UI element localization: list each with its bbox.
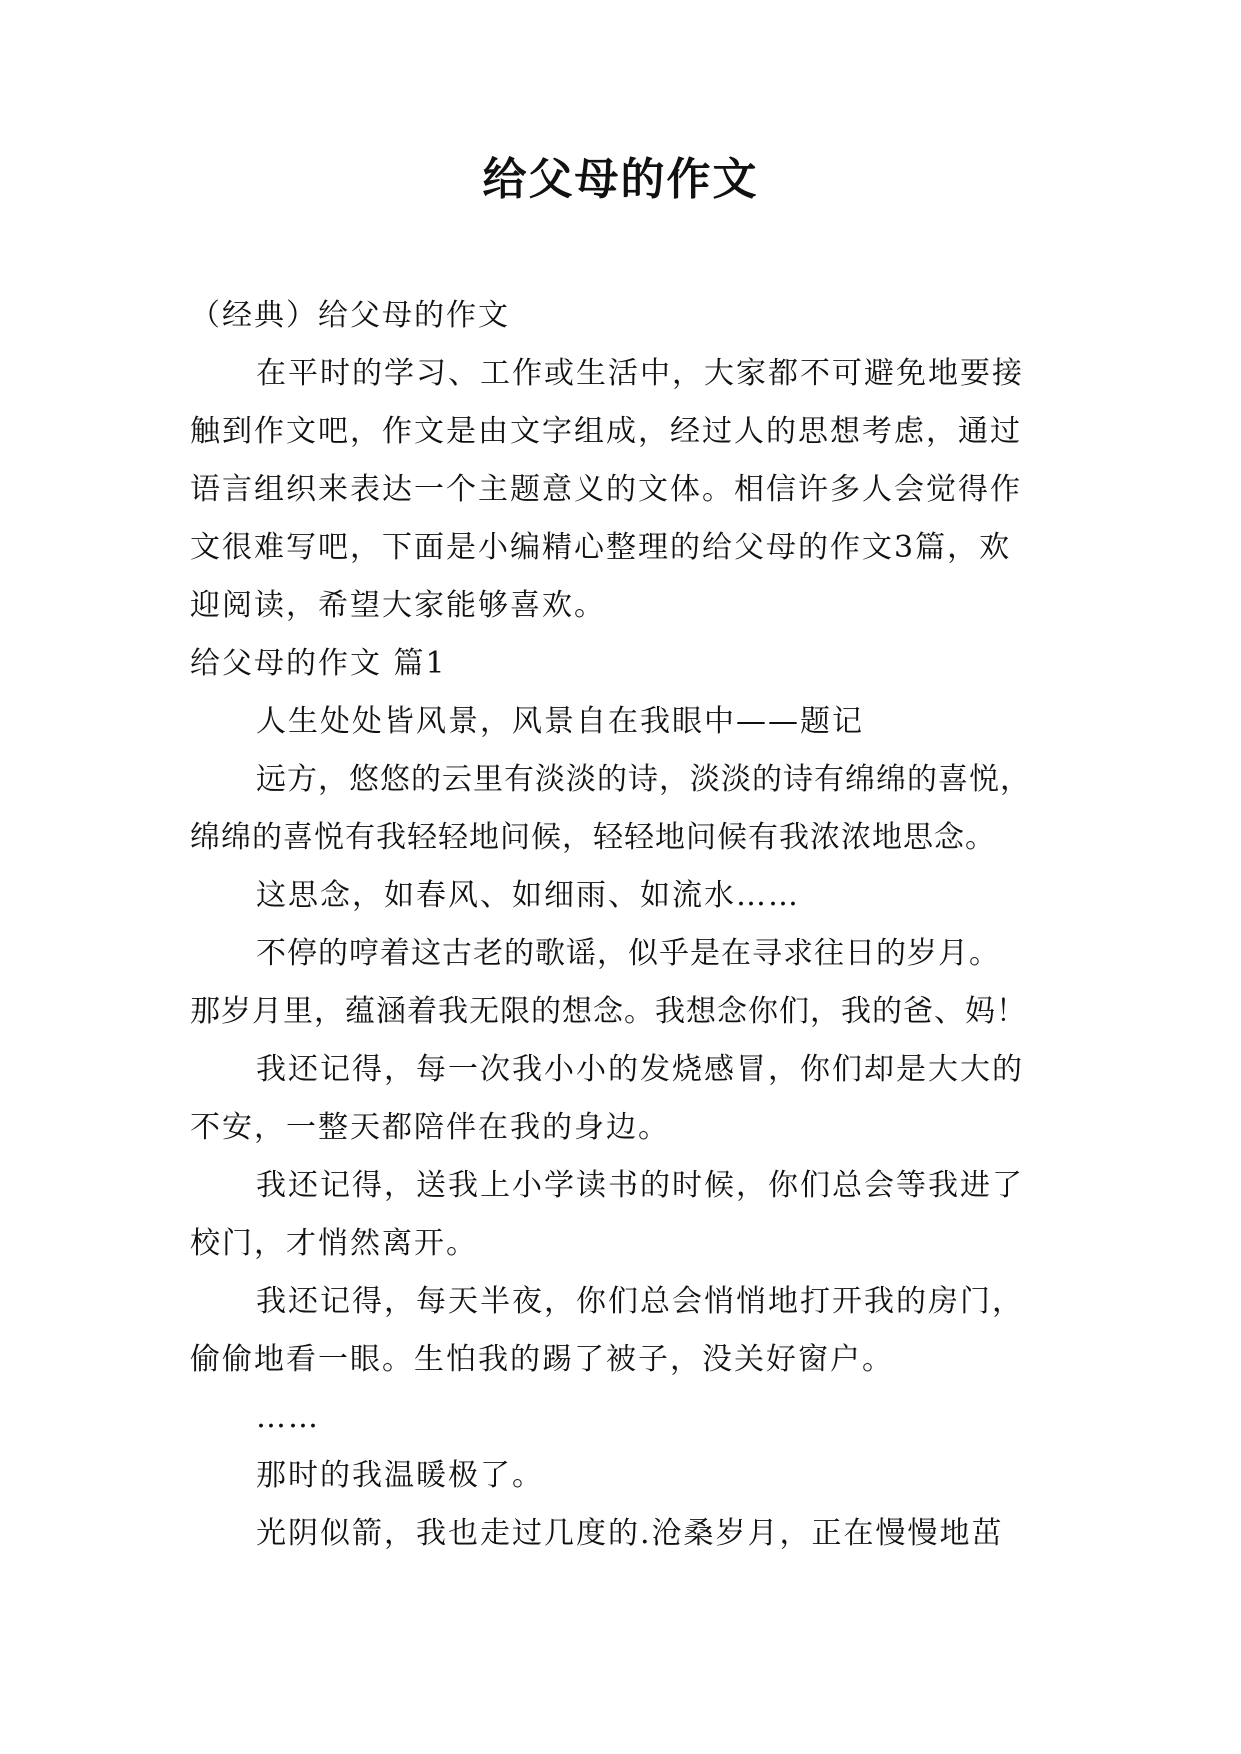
- document-title: 给父母的作文: [482, 154, 759, 205]
- document-body: [190, 287, 1060, 1563]
- ellipsis-line: ……: [256, 1400, 320, 1435]
- paragraph-line: （经典）给父母的作文: [190, 298, 510, 333]
- paragraph-line: 不停的哼着这古老的歌谣，似乎是在寻求往日的岁月。: [256, 936, 1000, 971]
- paragraph-line: 文很难写吧，下面是小编精心整理的给父母的作文3篇，欢: [190, 530, 1012, 565]
- paragraph-line: 那时的我温暖极了。: [256, 1458, 544, 1493]
- paragraph-line: 偷偷地看一眼。生怕我的踢了被子，没关好窗户。: [190, 1342, 894, 1377]
- paragraph-line: 光阴似箭，我也走过几度的.沧桑岁月，正在慢慢地茁: [256, 1516, 1004, 1551]
- paragraph-line: 远方，悠悠的云里有淡淡的诗，淡淡的诗有绵绵的喜悦，: [256, 762, 1031, 797]
- paragraph-line: 在平时的学习、工作或生活中，大家都不可避免地要接: [256, 356, 1024, 391]
- paragraph-line: 这思念，如春风、如细雨、如流水……: [256, 878, 800, 913]
- paragraph-line: 触到作文吧，作文是由文字组成，经过人的思想考虑，通过: [190, 414, 1022, 449]
- paragraph-line: 语言组织来表达一个主题意义的文体。相信许多人会觉得作: [190, 472, 1022, 507]
- paragraph-line: 校门，才悄然离开。: [190, 1226, 478, 1261]
- paragraph-line: 不安，一整天都陪伴在我的身边。: [190, 1110, 670, 1145]
- paragraph-line: 那岁月里，蕴涵着我无限的想念。我想念你们，我的爸、妈！: [190, 994, 1027, 1029]
- paragraph-line: 我还记得，每一次我小小的发烧感冒，你们却是大大的: [256, 1052, 1024, 1087]
- paragraph-line: 我还记得，每天半夜，你们总会悄悄地打开我的房门，: [256, 1284, 1024, 1319]
- paragraph-line: 人生处处皆风景，风景自在我眼中——题记: [256, 704, 864, 739]
- section-heading: 给父母的作文 篇1: [190, 646, 447, 681]
- paragraph-line: 我还记得，送我上小学读书的时候，你们总会等我进了: [256, 1168, 1024, 1203]
- paragraph-line: 绵绵的喜悦有我轻轻地问候，轻轻地问候有我浓浓地思念。: [190, 820, 996, 855]
- paragraph-line: 迎阅读，希望大家能够喜欢。: [190, 588, 606, 623]
